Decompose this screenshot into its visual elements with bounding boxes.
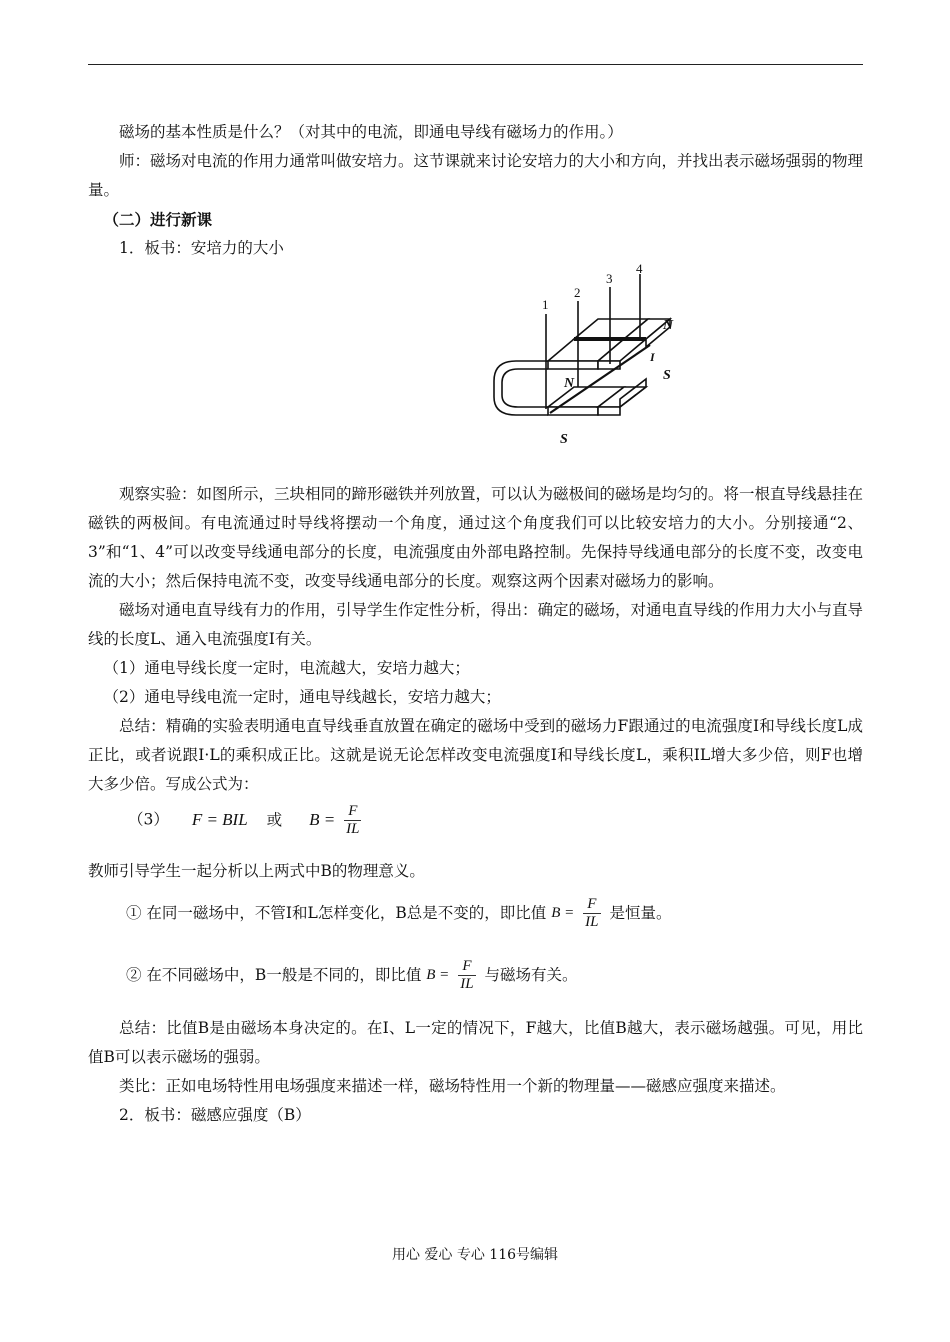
paragraph-observe: 观察实验：如图所示，三块相同的蹄形磁铁并列放置，可以认为磁极间的磁场是均匀的。将一根直导线悬挂在磁铁的两极间。有电流通过时导线将摆动一个角度，通过这个角度我们可以比较安培力的大小。分别接通“2、3”和“1、4”可以改变导线通电部分的长度，电流强度由外部电路控制。先保持导线通电部分的长度不变，改变电流的大小；然后保持电流不变，改变导线通电部分的长度。观察这两个因素对磁场力的影响。 xyxy=(88,485,864,590)
fraction-numerator: F xyxy=(344,803,361,821)
circle-point-1 xyxy=(88,886,863,952)
paragraph-teacher-intro: 师：磁场对电流的作用力通常叫做安培力。这节课就来讨论安培力的大小和方向，并找出表示磁场强弱的物理量。 xyxy=(88,152,864,199)
circle1-b-eq: B = xyxy=(551,905,575,921)
fraction-denominator: IL xyxy=(346,821,360,837)
paragraph-teacher-guide: 教师引导学生一起分析以上两式中B的物理意义。 xyxy=(88,862,425,880)
pole-n-top: N xyxy=(663,318,674,333)
formula-b-eq: B = xyxy=(309,809,336,829)
formula-fraction xyxy=(344,803,361,838)
horseshoe-magnets-illustration xyxy=(398,261,698,474)
label-3: 3 xyxy=(606,271,613,286)
point-1: （1）通电导线长度一定时，电流越大，安培力越大； xyxy=(103,659,470,677)
section-heading: （二）进行新课 xyxy=(103,210,213,229)
circle1-post: 是恒量。 xyxy=(609,904,672,922)
circle2-b-eq: B = xyxy=(426,967,450,983)
circle2-denominator: IL xyxy=(460,976,474,992)
formula-or: 或 xyxy=(266,810,283,829)
pole-s-bottom: S xyxy=(560,432,568,447)
formula-label: （3） xyxy=(128,810,169,829)
label-2: 2 xyxy=(574,285,581,300)
label-1: 1 xyxy=(542,297,549,312)
circle-point-2 xyxy=(88,952,863,1014)
current-label: I xyxy=(650,350,655,364)
circle2-text: ② 在不同磁场中，B一般是不同的，即比值 xyxy=(126,966,422,984)
circle2-fraction xyxy=(458,958,475,993)
paragraph-analogy: 类比：正如电场特性用电场强度来描述一样，磁场特性用一个新的物理量——磁感应强度来描述。 xyxy=(119,1077,786,1095)
circle1-numerator: F xyxy=(583,896,600,914)
paragraph-question: 磁场的基本性质是什么？（对其中的电流，即通电导线有磁场力的作用。） xyxy=(119,123,623,141)
pole-n-mid: N xyxy=(564,376,575,391)
board-item-2: 2．板书：磁感应强度（B） xyxy=(119,1106,311,1124)
paragraph-analysis: 磁场对通电直导线有力的作用，引导学生作定性分析，得出：确定的磁场，对通电直导线的作用力大小与直导线的长度L、通入电流强度I有关。 xyxy=(88,601,864,648)
circle1-denominator: IL xyxy=(585,914,599,930)
formula-f-bil: F = BIL xyxy=(191,809,248,829)
magnet-figure xyxy=(88,261,863,474)
paragraph-summary-1: 总结：精确的实验表明通电直导线垂直放置在确定的磁场中受到的磁场力F跟通过的电流强度I和导线长度L成正比，或者说跟I·L的乘积成正比。这就是说无论怎样改变电流强度I和导线长度L，乘积IL增大多少倍，则F也增大多少倍。写成公式为： xyxy=(88,717,863,793)
circle2-numerator: F xyxy=(458,958,475,976)
pole-s-right: S xyxy=(663,368,671,383)
circle1-text: ① 在同一磁场中，不管I和L怎样变化，B总是不变的，即比值 xyxy=(126,904,547,922)
paragraph-summary-2: 总结：比值B是由磁场本身决定的。在I、L一定的情况下，F越大，比值B越大，表示磁场越强。可见，用比值B可以表示磁场的强弱。 xyxy=(88,1019,863,1066)
circle2-post: 与磁场有关。 xyxy=(484,966,578,984)
board-item-1: 1．板书：安培力的大小 xyxy=(119,239,284,257)
document-body xyxy=(88,118,863,1130)
point-2: （2）通电导线电流一定时，通电导线越长，安培力越大； xyxy=(103,688,501,706)
circle1-fraction xyxy=(583,896,600,931)
label-4: 4 xyxy=(636,261,643,276)
page-footer: 用心 爱心 专心 116号编辑 xyxy=(391,1247,559,1263)
header-rule xyxy=(88,64,863,65)
formula-line xyxy=(88,799,863,857)
